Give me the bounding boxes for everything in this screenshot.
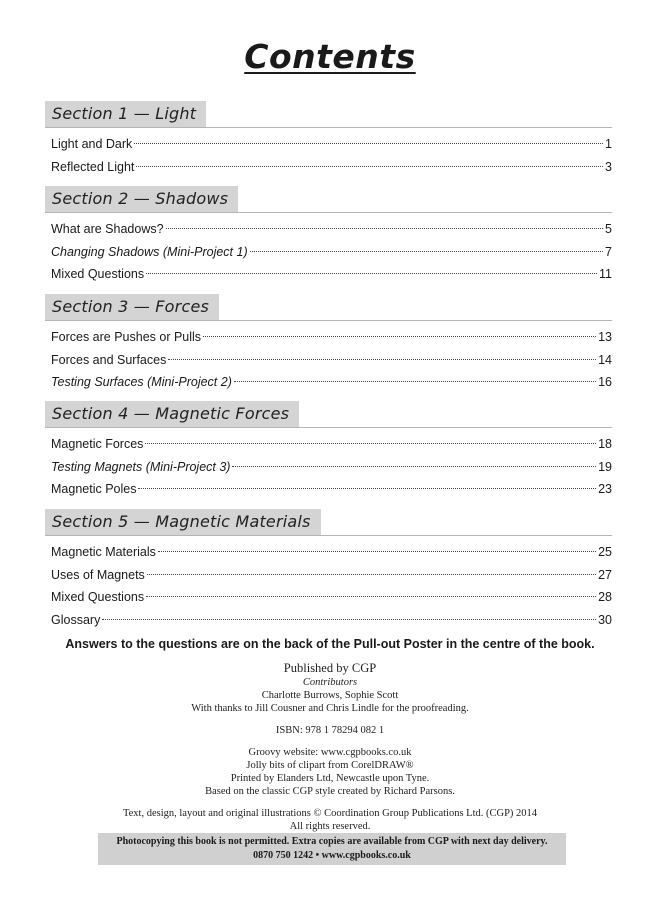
toc-entry[interactable] [45, 478, 612, 501]
section-1 [45, 101, 612, 178]
section-heading: Section 2 — Shadows [45, 186, 238, 212]
section-4 [45, 401, 612, 501]
toc-entry[interactable] [45, 156, 612, 179]
toc-entry[interactable] [45, 349, 612, 372]
entry-page: 19 [598, 459, 612, 474]
entry-title: Uses of Magnets [51, 567, 145, 582]
dot-leader [168, 359, 596, 360]
answers-note: Answers to the questions are on the back of the Pull-out Poster in the centre of the book. [65, 637, 595, 651]
dot-leader [166, 228, 603, 229]
dot-leader [234, 381, 596, 382]
entry-page: 30 [598, 612, 612, 627]
entry-title: What are Shadows? [51, 222, 164, 236]
copyright-line: Text, design, layout and original illustrations © Coordination Group Publications Ltd. (CGP) 2014 [122, 808, 538, 819]
entry-title: Forces are Pushes or Pulls [51, 330, 202, 344]
entry-title: Glossary [51, 612, 101, 627]
printer-line: Printed by Elanders Ltd, Newcastle upon Tyne. [230, 773, 430, 784]
entry-page: 25 [598, 545, 612, 559]
section-2 [45, 186, 612, 286]
section-divider [45, 535, 612, 536]
section-heading: Section 1 — Light [45, 101, 206, 127]
dot-leader [146, 273, 597, 274]
dot-leader [136, 166, 603, 167]
isbn-line: ISBN: 978 1 78294 082 1 [275, 725, 385, 736]
contributors-label: Contributors [302, 677, 358, 688]
style-line: Based on the classic CGP style created by Richard Parsons. [205, 786, 455, 797]
dot-leader [145, 443, 596, 444]
entry-title: Mixed Questions [51, 267, 145, 281]
entry-page: 16 [598, 375, 612, 389]
toc-entry[interactable] [45, 609, 612, 632]
photocopy-notice: Photocopying this book is not permitted. Extra copies are available from CGP with next day delivery. [116, 836, 548, 847]
dot-leader [102, 619, 596, 620]
entry-title: Forces and Surfaces [51, 352, 167, 367]
entry-page: 27 [598, 567, 612, 582]
section-divider [45, 212, 612, 213]
entry-page: 11 [599, 267, 612, 281]
entry-page: 13 [598, 330, 612, 344]
toc-entry[interactable] [45, 371, 612, 394]
entry-title: Mixed Questions [51, 590, 145, 604]
proofreading-thanks: With thanks to Jill Cousner and Chris Lindle for the proofreading. [191, 703, 469, 714]
entry-title: Magnetic Forces [51, 437, 144, 451]
dot-leader [138, 488, 596, 489]
rights-line: All rights reserved. [289, 821, 371, 832]
section-heading: Section 4 — Magnetic Forces [45, 401, 299, 427]
dot-leader [250, 251, 603, 252]
contributors-names: Charlotte Burrows, Sophie Scott [261, 690, 399, 701]
entry-page: 23 [598, 482, 612, 496]
toc-entry[interactable] [45, 564, 612, 587]
entry-title: Reflected Light [51, 159, 135, 174]
entry-title: Testing Surfaces (Mini-Project 2) [51, 375, 232, 389]
toc-entry[interactable] [45, 263, 612, 286]
toc-entry[interactable] [45, 456, 612, 479]
entry-title: Changing Shadows (Mini-Project 1) [51, 244, 248, 259]
toc-entry[interactable] [45, 541, 612, 564]
section-divider [45, 427, 612, 428]
entry-page: 18 [598, 437, 612, 451]
toc-entry[interactable] [45, 326, 612, 349]
footer-box [98, 833, 566, 865]
section-heading: Section 3 — Forces [45, 294, 219, 320]
publisher-line: Published by CGP [283, 661, 377, 675]
section-heading: Section 5 — Magnetic Materials [45, 509, 321, 535]
section-5 [45, 509, 612, 631]
dot-leader [134, 143, 603, 144]
entry-page: 28 [598, 590, 612, 604]
dot-leader [158, 551, 596, 552]
website-line: Groovy website: www.cgpbooks.co.uk [248, 747, 412, 758]
section-divider [45, 127, 612, 128]
entry-title: Light and Dark [51, 137, 133, 151]
section-3 [45, 294, 612, 394]
entry-page: 7 [605, 244, 612, 259]
dot-leader [147, 574, 596, 575]
dot-leader [232, 466, 596, 467]
toc-entry[interactable] [45, 241, 612, 264]
credits-block [0, 660, 660, 833]
clipart-line: Jolly bits of clipart from CorelDRAW® [246, 760, 414, 771]
entry-page: 1 [605, 137, 612, 151]
entry-title: Magnetic Poles [51, 482, 137, 496]
toc-entry[interactable] [45, 586, 612, 609]
entry-page: 5 [605, 222, 612, 236]
toc-entry[interactable] [45, 218, 612, 241]
entry-title: Testing Magnets (Mini-Project 3) [51, 459, 231, 474]
toc-entry[interactable] [45, 433, 612, 456]
page-title: Contents [244, 37, 416, 76]
contact-line: 0870 750 1242 • www.cgpbooks.co.uk [253, 850, 411, 861]
section-divider [45, 320, 612, 321]
dot-leader [203, 336, 596, 337]
entry-page: 14 [598, 352, 612, 367]
entry-page: 3 [605, 159, 612, 174]
entry-title: Magnetic Materials [51, 545, 156, 559]
toc-entry[interactable] [45, 133, 612, 156]
dot-leader [146, 596, 596, 597]
